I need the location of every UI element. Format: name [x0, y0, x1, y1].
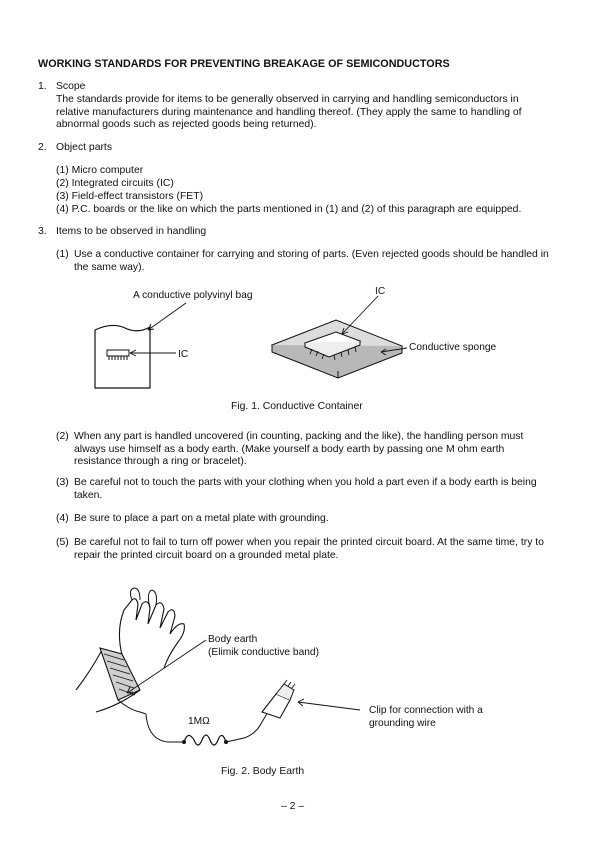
- object-part-item: (4) P.C. boards or the like on which the parts mentioned in (1) and (2) of this paragraph are equipped.: [56, 204, 522, 215]
- handling-item-number: (5): [56, 537, 69, 548]
- handling-item-text: Be careful not to touch the parts with your clothing when you hold a part even if a body earth is being taken.: [74, 477, 537, 501]
- clip-label-line-1: Clip for connection with a: [369, 705, 483, 716]
- handling-item-number: (4): [56, 513, 69, 524]
- handling-item-text: Be careful not to fail to turn off power when you repair the printed circuit board. At the same time, try to repair the printed circuit board on a grounded metal plate.: [74, 537, 544, 561]
- handling-item-number: (1): [56, 249, 69, 260]
- object-part-item: (2) Integrated circuits (IC): [56, 178, 174, 189]
- section-3-heading: Items to be observed in handling: [56, 226, 207, 237]
- figure-2-caption: Fig. 2. Body Earth: [221, 766, 305, 777]
- resistor-label: 1MΩ: [188, 716, 210, 727]
- section-2-number: 2.: [38, 142, 47, 153]
- handling-item-number: (3): [56, 477, 69, 488]
- body-earth-label: Body earth: [208, 634, 258, 645]
- page-number: – 2 –: [281, 801, 305, 812]
- figure-1-caption: Fig. 1. Conductive Container: [231, 401, 363, 412]
- ic-bag-label: IC: [178, 349, 189, 360]
- conductive-sponge-label: Conductive sponge: [409, 342, 497, 353]
- object-part-item: (1) Micro computer: [56, 165, 144, 176]
- conductive-bag-label: A conductive polyvinyl bag: [133, 290, 253, 301]
- clip-label-line-2: grounding wire: [369, 718, 436, 729]
- ic-top-label: IC: [375, 286, 386, 297]
- page-title: WORKING STANDARDS FOR PREVENTING BREAKAGE OF SEMICONDUCTORS: [38, 58, 450, 70]
- section-1-number: 1.: [38, 81, 47, 92]
- handling-item-number: (2): [56, 431, 69, 442]
- object-part-item: (3) Field-effect transistors (FET): [56, 191, 204, 202]
- section-2-heading: Object parts: [56, 142, 113, 153]
- section-3-number: 3.: [38, 226, 47, 237]
- conductive-band-label: (Elimik conductive band): [208, 647, 319, 658]
- section-1-heading: Scope: [56, 81, 86, 92]
- section-1-text: The standards provide for items to be generally observed in carrying and handling semiconductors in relative manufacturers during maintenance and handling thereof. (They apply the same to handling of abnormal goods such as rejected goods being returned).: [56, 94, 522, 131]
- handling-item-text: Be sure to place a part on a metal plate with grounding.: [74, 513, 329, 524]
- handling-item-text: When any part is handled uncovered (in counting, packing and the like), the handling person must always use himself as a body earth. (Make yourself a body earth by passing one M ohm earth resistance through a ring or bracelet).: [74, 431, 524, 468]
- handling-item-text: Use a conductive container for carrying and storing of parts. (Even rejected goods should be handled in the same way).: [74, 249, 549, 273]
